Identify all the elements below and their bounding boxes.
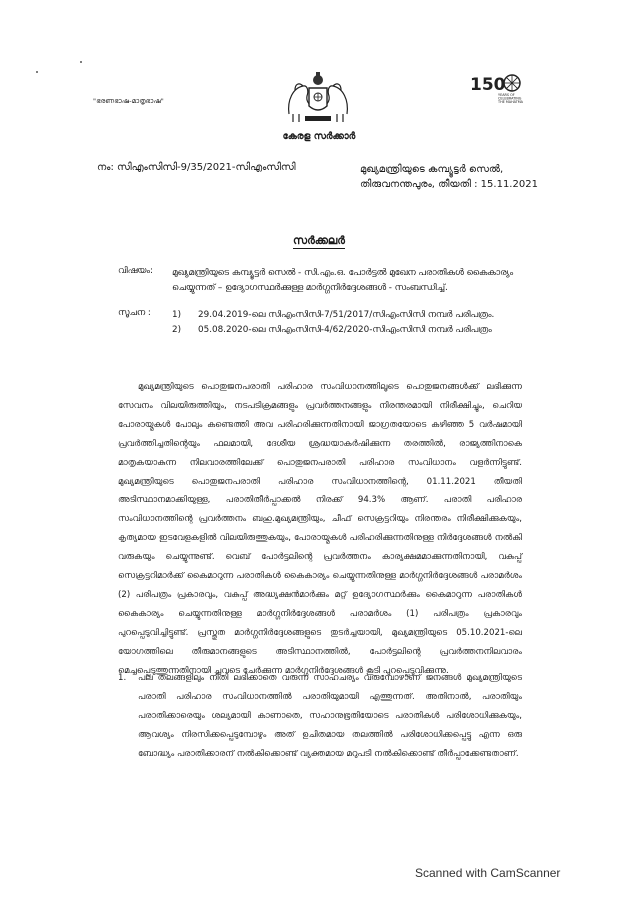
reference-text: 05.08.2020-ലെ സിഎംസിസി-4/62/2020-സിഎംസിസി നമ്പർ പരിപത്രം [198, 325, 492, 335]
kerala-emblem-logo [283, 70, 353, 126]
subject-text: മുഖ്യമന്ത്രിയുടെ കമ്പ്യൂട്ടർ സെൽ - സി.എം.ഒ. പോർട്ടൽ മുഖേന പരാതികൾ കൈകാര്യം ചെയ്യുന്നത് – ഉദ്യോഗസ്ഥർക്കുള്ള മാർഗ്ഗനിർദ്ദേശങ്ങൾ - സംബന്ധിച്ച്. [172, 268, 514, 293]
svg-text:150: 150 [470, 75, 506, 95]
reference-item [172, 323, 522, 338]
reference-item [172, 308, 522, 323]
scanner-watermark: Scanned with CamScanner [415, 866, 561, 880]
gandhi-150-years-logo [468, 70, 526, 104]
motto-text: "ഭരണഭാഷ-മാതൃഭാഷ" [93, 97, 164, 105]
issuing-office [360, 162, 538, 192]
government-name: കേരള സർക്കാർ [282, 131, 356, 142]
point-text: പല തലങ്ങളിലും നീതി ലഭിക്കാതെ വരുന്ന സാഹചര്യം വരുമ്പോഴാണ് ജനങ്ങൾ മുഖ്യമന്ത്രിയുടെ പരാതി പരിഹാര സംവിധാനത്തിൽ പരാതിയുമായി എത്തുന്നത്. അതിനാൽ, പരാതിയും പരാതിക്കാരെയും ശല്യമായി കാണാതെ, സഹാനുഭൂതിയോടെ പരാതികൾ പരിശോധിക്കുകയും, ആവശ്യം നിരസിക്കപ്പെടുമ്പോഴും അത് ഉചിതമായ തലത്തിൽ പരിശോധിക്കപ്പെട്ടു എന്ന ഒരു ബോദ്ധ്യം പരാതിക്കാരന് നൽകിക്കൊണ്ട് വ്യക്തമായ മറുപടി നൽകിക്കൊണ്ട് തീർപ്പാക്കേണ്ടതാണ്. [138, 673, 522, 759]
scan-speck [80, 61, 82, 63]
scan-speck [36, 71, 38, 73]
place-and-date: തിരുവനന്തപുരം, തീയതി : 15.11.2021 [360, 179, 538, 190]
circular-title-text: സർക്കലർ [292, 234, 346, 247]
body-paragraph: മുഖ്യമന്ത്രിയുടെ പൊതുജനപരാതി പരിഹാര സംവിധാനത്തിലൂടെ പൊതുജനങ്ങൾക്ക് ലഭിക്കുന്ന സേവനം വിലയിരുത്തിയും, നടപടിക്രമങ്ങളും പ്രവർത്തനങ്ങളും നിരന്തരമായി നിരീക്ഷിച്ചും, ചെറിയ പോരായ്മകൾ പോലും കണ്ടെത്തി അവ പരിഹരിക്കുന്നതിനായി ജാഗ്രതയോടെ കഴിഞ്ഞ 5 വർഷമായി പ്രവർത്തിച്ചതിന്റെയും ഫലമായി, ദേശീയ ശ്രദ്ധയാകർഷിക്കുന്ന തരത്തിൽ, രാജ്യത്തിനാകെ മാതൃകയാകുന്ന നിലവാരത്തിലേക്ക് പൊതുജനപരാതി പരിഹാര സംവിധാനം വളർന്നിട്ടുണ്ട്. മുഖ്യമന്ത്രിയുടെ പൊതുജനപരാതി പരിഹാര സംവിധാനത്തിന്റെ, 01.11.2021 തീയതി അടിസ്ഥാനമാക്കിയുള്ള, പരാതിതീർപ്പാക്കൽ നിരക്ക് 94.3% ആണ്. പരാതി പരിഹാര സംവിധാനത്തിന്റെ പ്രവർത്തനം ബഹു.മുഖ്യമന്ത്രിയും, ചീഫ് സെക്രട്ടറിയും നിരന്തരം നിരീക്ഷിക്കുകയും, കൃത്യമായ ഇടവേളകളിൽ വിലയിരുത്തുകയും, പോരായ്മകൾ പരിഹരിക്കുന്നതിനുള്ള നിർദ്ദേശങ്ങൾ നൽകി വരുകയും ചെയ്യുന്നുണ്ട്. വെബ് പോർട്ടലിന്റെ പ്രവർത്തനം കാര്യക്ഷമമാക്കുന്നതിനായി, വകുപ്പ് സെക്രട്ടറിമാർക്ക് കൈമാറുന്ന പരാതികൾ കൈകാര്യം ചെയ്യുന്നതിനുള്ള മാർഗ്ഗനിർദ്ദേശങ്ങൾ പരാമർശം (2) പരിപത്രം പ്രകാരവും, വകുപ്പ് അദ്ധ്യക്ഷൻമാർക്കും മറ്റ് ഉദ്യോഗസ്ഥർക്കും കൈമാറുന്ന പരാതികൾ കൈകാര്യം ചെയ്യുന്നതിനുള്ള മാർഗ്ഗനിർദ്ദേശങ്ങൾ പരാമർശം (1) പരിപത്രം പ്രകാരവും പുറപ്പെടുവിച്ചിട്ടുണ്ട്. പ്രസ്തുത മാർഗ്ഗനിർദ്ദേശങ്ങളുടെ തുടർച്ചയായി, മുഖ്യമന്ത്രിയുടെ 05.10.2021-ലെ യോഗത്തിലെ തീരുമാനങ്ങളുടെ അടിസ്ഥാനത്തിൽ, പോർട്ടലിന്റെ പ്രവർത്തനനിലവാരം മെച്ചപ്പെടുത്തുന്നതിനായി ചുവടെ ചേർക്കുന്ന മാർഗ്ഗനിർദ്ദേശങ്ങൾ കൂടി പുറപ്പെടുവിക്കുന്നു. [118, 382, 522, 676]
file-reference-number: നം: സിഎംസിസി-9/35/2021-സിഎംസിസി [97, 162, 296, 173]
office-name: മുഖ്യമന്ത്രിയുടെ കമ്പ്യൂട്ടർ സെൽ, [360, 164, 504, 175]
reference-text: 29.04.2019-ലെ സിഎംസിസി-7/51/2017/സിഎംസിസി നമ്പർ പരിപത്രം. [198, 310, 495, 320]
references-list [172, 308, 522, 338]
svg-text:THE MAHATMA: THE MAHATMA [498, 100, 524, 104]
svg-text:YEARS OF: YEARS OF [498, 93, 515, 97]
subject-label: വിഷയം: [118, 266, 153, 276]
svg-text:CELEBRATING: CELEBRATING [498, 96, 522, 101]
reference-number: 2) [172, 325, 182, 335]
reference-number: 1) [172, 310, 182, 320]
references-label: സൂചന : [118, 308, 151, 318]
circular-title [0, 234, 638, 248]
guideline-point [118, 669, 522, 764]
point-number: 1. [118, 673, 127, 683]
